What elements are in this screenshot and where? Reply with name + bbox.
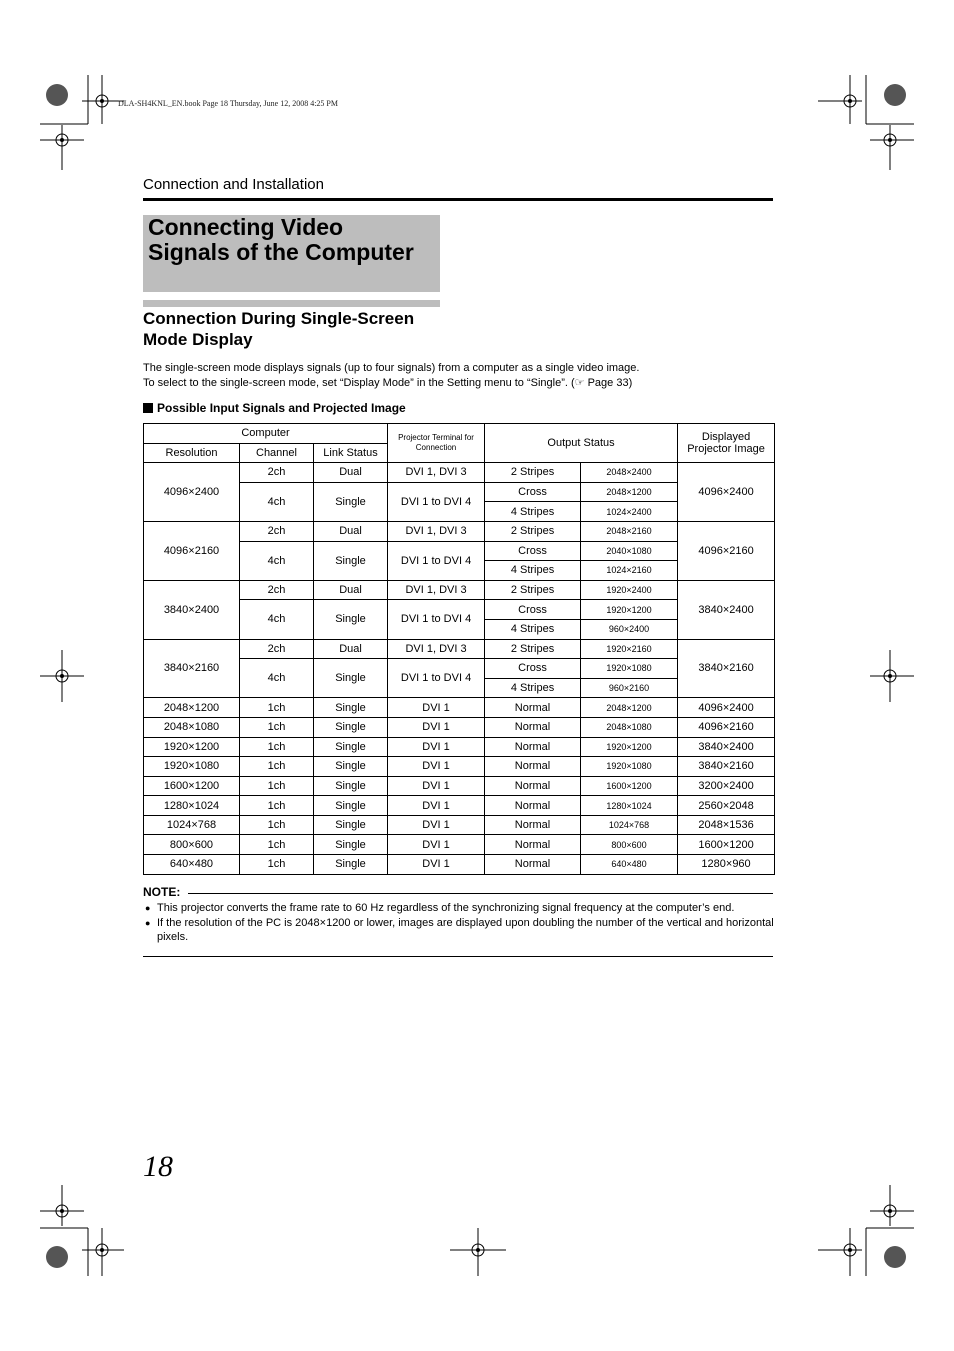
cell-terminal: DVI 1, DVI 3 xyxy=(388,639,485,659)
cell-resolution: 4096×2160 xyxy=(144,521,240,580)
cell-displayed-image: 4096×2400 xyxy=(678,463,775,522)
table-row xyxy=(144,639,775,659)
section-header: Connection and Installation xyxy=(143,176,324,193)
table-row xyxy=(144,521,775,541)
cell-displayed-image: 4096×2160 xyxy=(678,521,775,580)
cell-output-mode: Normal xyxy=(485,796,581,816)
table-row xyxy=(144,776,775,796)
subsection-title: Possible Input Signals and Projected Image xyxy=(157,401,406,415)
cell-link-status: Single xyxy=(314,757,388,777)
cell-output-resolution: 2040×1080 xyxy=(581,541,678,561)
cell-link-status: Single xyxy=(314,541,388,580)
cell-resolution: 2048×1080 xyxy=(144,717,240,737)
cell-channel: 1ch xyxy=(240,815,314,835)
cell-output-mode: 2 Stripes xyxy=(485,639,581,659)
cell-terminal: DVI 1 to DVI 4 xyxy=(388,482,485,521)
cell-displayed-image: 3840×2160 xyxy=(678,639,775,698)
cell-displayed-image: 3200×2400 xyxy=(678,776,775,796)
cell-output-resolution: 2048×1080 xyxy=(581,717,678,737)
cell-terminal: DVI 1 xyxy=(388,717,485,737)
cell-output-mode: 4 Stripes xyxy=(485,502,581,522)
cell-terminal: DVI 1 xyxy=(388,815,485,835)
cell-output-mode: Normal xyxy=(485,737,581,757)
header-rule xyxy=(143,198,773,201)
cell-terminal: DVI 1 xyxy=(388,796,485,816)
cell-terminal: DVI 1 xyxy=(388,835,485,855)
table-row xyxy=(144,796,775,816)
cell-resolution: 2048×1200 xyxy=(144,698,240,718)
cell-output-resolution: 800×600 xyxy=(581,835,678,855)
cell-channel: 1ch xyxy=(240,855,314,875)
cell-channel: 4ch xyxy=(240,659,314,698)
cell-output-mode: Normal xyxy=(485,855,581,875)
subsection-heading xyxy=(143,401,406,415)
cell-resolution: 1920×1080 xyxy=(144,757,240,777)
cell-resolution: 3840×2400 xyxy=(144,580,240,639)
table-row xyxy=(144,717,775,737)
cell-output-mode: 4 Stripes xyxy=(485,678,581,698)
cell-terminal: DVI 1, DVI 3 xyxy=(388,521,485,541)
cell-channel: 1ch xyxy=(240,835,314,855)
cell-output-resolution: 1280×1024 xyxy=(581,796,678,816)
table-row xyxy=(144,698,775,718)
note-item xyxy=(143,901,775,915)
cell-resolution: 800×600 xyxy=(144,835,240,855)
cell-output-resolution: 2048×1200 xyxy=(581,698,678,718)
cell-terminal: DVI 1, DVI 3 xyxy=(388,580,485,600)
table-row xyxy=(144,737,775,757)
cell-channel: 1ch xyxy=(240,737,314,757)
note-label: NOTE: xyxy=(143,885,181,899)
cell-channel: 4ch xyxy=(240,482,314,521)
cell-link-status: Single xyxy=(314,737,388,757)
subtitle-line-2: Mode Display xyxy=(143,330,253,349)
page-reference-icon: ☞ xyxy=(574,377,585,389)
intro-line-2-text: To select to the single-screen mode, set “Display Mode” in the Setting menu to “Single”. ( xyxy=(143,377,575,389)
bullet-icon: ● xyxy=(145,918,151,928)
cell-output-mode: Cross xyxy=(485,600,581,620)
cell-terminal: DVI 1, DVI 3 xyxy=(388,463,485,483)
cell-terminal: DVI 1 xyxy=(388,855,485,875)
note-text: If the resolution of the PC is 2048×1200 or lower, images are displayed upon doubling the number of the vertical and horizontal pixels. xyxy=(157,917,774,943)
cell-resolution: 1024×768 xyxy=(144,815,240,835)
intro-line-1: The single-screen mode displays signals (up to four signals) from a computer as a single video image. xyxy=(143,362,640,374)
cell-output-mode: Normal xyxy=(485,717,581,737)
cell-output-mode: 4 Stripes xyxy=(485,561,581,581)
header-resolution: Resolution xyxy=(144,443,240,463)
intro-line-2 xyxy=(143,376,773,391)
cell-link-status: Dual xyxy=(314,521,388,541)
cell-output-mode: Normal xyxy=(485,698,581,718)
table-row xyxy=(144,815,775,835)
table-header-row xyxy=(144,424,775,444)
cell-link-status: Single xyxy=(314,855,388,875)
cell-channel: 2ch xyxy=(240,521,314,541)
subtitle-bar xyxy=(143,300,440,307)
header-displayed-image: Displayed Projector Image xyxy=(678,424,775,463)
cell-channel: 1ch xyxy=(240,717,314,737)
cell-output-mode: 2 Stripes xyxy=(485,580,581,600)
page-title xyxy=(143,215,440,292)
cell-output-mode: Cross xyxy=(485,541,581,561)
cell-terminal: DVI 1 xyxy=(388,776,485,796)
cell-channel: 2ch xyxy=(240,580,314,600)
cell-displayed-image: 3840×2400 xyxy=(678,737,775,757)
note-rule xyxy=(188,893,773,894)
cell-resolution: 1280×1024 xyxy=(144,796,240,816)
cell-output-mode: 2 Stripes xyxy=(485,463,581,483)
cell-link-status: Single xyxy=(314,482,388,521)
cell-channel: 2ch xyxy=(240,463,314,483)
note-item xyxy=(143,916,775,944)
cell-output-resolution: 640×480 xyxy=(581,855,678,875)
cell-displayed-image: 4096×2160 xyxy=(678,717,775,737)
cell-channel: 1ch xyxy=(240,757,314,777)
cell-output-mode: 4 Stripes xyxy=(485,619,581,639)
cell-output-mode: Cross xyxy=(485,659,581,679)
header-computer: Computer xyxy=(144,424,388,444)
cell-link-status: Single xyxy=(314,815,388,835)
subtitle-line-1: Connection During Single-Screen xyxy=(143,309,415,328)
cell-link-status: Single xyxy=(314,717,388,737)
cell-output-mode: Normal xyxy=(485,757,581,777)
cell-terminal: DVI 1 to DVI 4 xyxy=(388,600,485,639)
notes-list xyxy=(143,901,775,945)
table-row xyxy=(144,580,775,600)
cell-resolution: 3840×2160 xyxy=(144,639,240,698)
section-subtitle xyxy=(143,308,463,350)
cell-channel: 2ch xyxy=(240,639,314,659)
cell-output-resolution: 1920×1080 xyxy=(581,659,678,679)
cell-resolution: 4096×2400 xyxy=(144,463,240,522)
cell-link-status: Single xyxy=(314,659,388,698)
note-text: This projector converts the frame rate to 60 Hz regardless of the synchronizing signal frequency at the computer’s end. xyxy=(157,902,735,914)
cell-output-mode: Normal xyxy=(485,776,581,796)
table-row xyxy=(144,855,775,875)
cell-output-resolution: 1920×1200 xyxy=(581,737,678,757)
cell-terminal: DVI 1 xyxy=(388,757,485,777)
cell-channel: 1ch xyxy=(240,776,314,796)
table-row xyxy=(144,835,775,855)
cell-terminal: DVI 1 xyxy=(388,698,485,718)
cell-link-status: Dual xyxy=(314,580,388,600)
cell-terminal: DVI 1 to DVI 4 xyxy=(388,659,485,698)
cell-displayed-image: 4096×2400 xyxy=(678,698,775,718)
cell-output-resolution: 1600×1200 xyxy=(581,776,678,796)
cell-link-status: Single xyxy=(314,835,388,855)
bullet-icon: ● xyxy=(145,903,151,913)
page-title-line-1: Connecting Video xyxy=(148,214,344,240)
header-terminal: Projector Terminal for Connection xyxy=(388,424,485,463)
cell-link-status: Single xyxy=(314,698,388,718)
square-bullet-icon xyxy=(143,403,153,413)
header-link-status: Link Status xyxy=(314,443,388,463)
cell-output-resolution: 1024×2160 xyxy=(581,561,678,581)
cell-output-resolution: 1024×768 xyxy=(581,815,678,835)
cell-displayed-image: 2560×2048 xyxy=(678,796,775,816)
cell-output-resolution: 2048×1200 xyxy=(581,482,678,502)
intro-paragraph xyxy=(143,361,773,391)
cell-link-status: Single xyxy=(314,600,388,639)
cell-output-resolution: 2048×2400 xyxy=(581,463,678,483)
page-reference-link[interactable]: Page 33) xyxy=(584,377,633,389)
cell-output-resolution: 1920×2400 xyxy=(581,580,678,600)
cell-output-mode: Normal xyxy=(485,815,581,835)
table-row xyxy=(144,463,775,483)
cell-output-resolution: 1024×2400 xyxy=(581,502,678,522)
cell-output-resolution: 960×2160 xyxy=(581,678,678,698)
cell-channel: 1ch xyxy=(240,796,314,816)
cell-link-status: Dual xyxy=(314,463,388,483)
cell-output-mode: 2 Stripes xyxy=(485,521,581,541)
cell-displayed-image: 1600×1200 xyxy=(678,835,775,855)
cell-displayed-image: 2048×1536 xyxy=(678,815,775,835)
cell-terminal: DVI 1 xyxy=(388,737,485,757)
cell-output-resolution: 2048×2160 xyxy=(581,521,678,541)
cell-displayed-image: 3840×2400 xyxy=(678,580,775,639)
cell-resolution: 640×480 xyxy=(144,855,240,875)
cell-displayed-image: 3840×2160 xyxy=(678,757,775,777)
cell-output-resolution: 1920×1200 xyxy=(581,600,678,620)
page-title-line-2: Signals of the Computer xyxy=(148,239,414,265)
cell-link-status: Dual xyxy=(314,639,388,659)
cell-resolution: 1600×1200 xyxy=(144,776,240,796)
cell-terminal: DVI 1 to DVI 4 xyxy=(388,541,485,580)
header-channel: Channel xyxy=(240,443,314,463)
header-output-status: Output Status xyxy=(485,424,678,463)
cell-output-resolution: 1920×2160 xyxy=(581,639,678,659)
cell-displayed-image: 1280×960 xyxy=(678,855,775,875)
cell-resolution: 1920×1200 xyxy=(144,737,240,757)
cell-output-resolution: 960×2400 xyxy=(581,619,678,639)
cell-link-status: Single xyxy=(314,776,388,796)
cell-output-mode: Normal xyxy=(485,835,581,855)
cell-channel: 4ch xyxy=(240,600,314,639)
page-number: 18 xyxy=(143,1150,173,1183)
print-metadata: DLA-SH4KNL_EN.book Page 18 Thursday, June 12, 2008 4:25 PM xyxy=(118,99,338,108)
table-row xyxy=(144,757,775,777)
cell-output-mode: Cross xyxy=(485,482,581,502)
cell-channel: 1ch xyxy=(240,698,314,718)
input-signal-table xyxy=(143,423,775,875)
cell-output-resolution: 1920×1080 xyxy=(581,757,678,777)
cell-link-status: Single xyxy=(314,796,388,816)
notes-end-rule xyxy=(143,956,773,957)
cell-channel: 4ch xyxy=(240,541,314,580)
